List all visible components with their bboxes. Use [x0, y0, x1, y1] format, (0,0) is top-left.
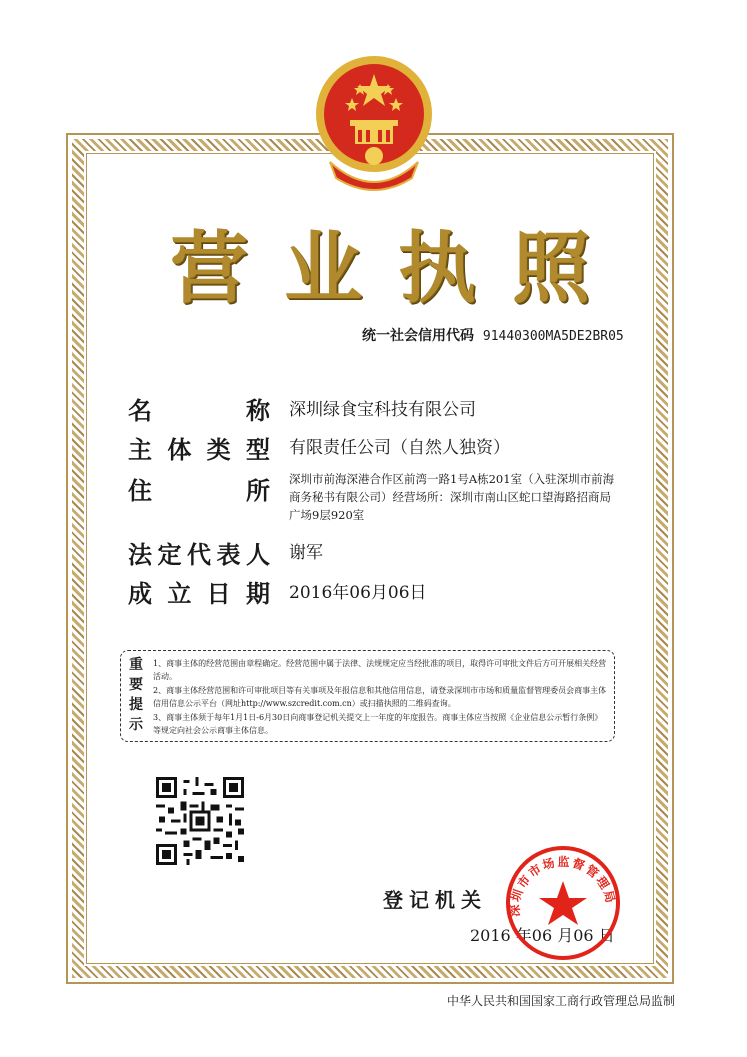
label-char: 人 — [246, 541, 270, 569]
label-char: 期 — [245, 580, 270, 608]
address-label — [128, 471, 270, 506]
notice-item: 1、商事主体的经营范围由章程确定。经营范围中属于法律、法规规定应当经批准的项目，取得许可审批文件后方可开展相关经营活动。 — [153, 659, 607, 681]
label-char: 立 — [167, 580, 192, 608]
address-value: 深圳市前海深港合作区前湾一路1号A栋201室（入驻深圳市前海商务秘书有限公司）经营场所：深圳市南山区蛇口望海路招商局广场9层920室 — [289, 472, 615, 522]
license-title — [170, 206, 590, 318]
label-char: 表 — [216, 541, 241, 569]
title-char: 执 — [397, 223, 476, 314]
title-char: 营 — [170, 223, 249, 314]
label-char: 体 — [167, 436, 192, 464]
label-char: 主 — [128, 436, 152, 464]
important-notice-box — [120, 650, 615, 742]
label-char: 成 — [128, 580, 152, 608]
issue-date: 2016 年06 月06 日 — [470, 926, 615, 945]
type-label — [128, 430, 270, 465]
credit-code-value: 91440300MA5DE2BR05 — [482, 329, 624, 344]
national-emblem-icon — [308, 52, 440, 192]
credit-code-line — [362, 325, 624, 345]
notice-heading — [127, 655, 145, 735]
label-char: 住 — [128, 477, 152, 505]
title-char: 业 — [283, 223, 362, 314]
established-date-value: 2016年06月06日 — [289, 583, 427, 603]
registrar-label: 登记机关 — [383, 888, 487, 912]
notice-heading-char: 示 — [129, 717, 143, 733]
name-value: 深圳绿食宝科技有限公司 — [289, 400, 476, 420]
notice-body — [153, 657, 608, 738]
type-value: 有限责任公司（自然人独资） — [289, 438, 510, 458]
legal-rep-label — [128, 535, 270, 570]
notice-item: 3、商事主体须于每年1月1日-6月30日向商事登记机关提交上一年度的年度报告。商事主体应当按照《企业信息公示暂行条例》等规定向社会公示商事主体信息。 — [153, 713, 603, 735]
legal-rep-value: 谢军 — [289, 543, 323, 563]
name-label — [128, 391, 270, 426]
label-char: 所 — [246, 477, 270, 505]
footer-supervisor: 中华人民共和国国家工商行政管理总局监制 — [447, 994, 676, 1008]
notice-heading-char: 提 — [129, 697, 143, 713]
qr-code[interactable] — [156, 777, 244, 865]
title-char: 照 — [511, 223, 590, 314]
label-char: 型 — [245, 436, 270, 464]
label-char: 名 — [128, 397, 152, 425]
label-char: 代 — [187, 541, 211, 569]
official-seal — [503, 843, 623, 963]
label-char: 法 — [128, 541, 152, 569]
established-date-label — [128, 574, 270, 609]
notice-heading-char: 要 — [129, 677, 143, 693]
seal-text: 深圳市市场监督管理局 — [507, 854, 618, 917]
label-char: 定 — [157, 541, 182, 569]
label-char: 日 — [206, 580, 231, 608]
notice-heading-char: 重 — [129, 657, 143, 673]
label-char: 称 — [246, 397, 270, 425]
credit-code-label: 统一社会信用代码 — [362, 328, 474, 344]
notice-item: 2、商事主体经营范围和许可审批项目等有关事项及年报信息和其他信用信息，请登录深圳市市场和质量监督管理委员会商事主体信用信息公示平台（网址http://www.szcredit.com.cn）或扫描执照的二维码查询。 — [153, 686, 607, 708]
label-char: 类 — [206, 436, 231, 464]
